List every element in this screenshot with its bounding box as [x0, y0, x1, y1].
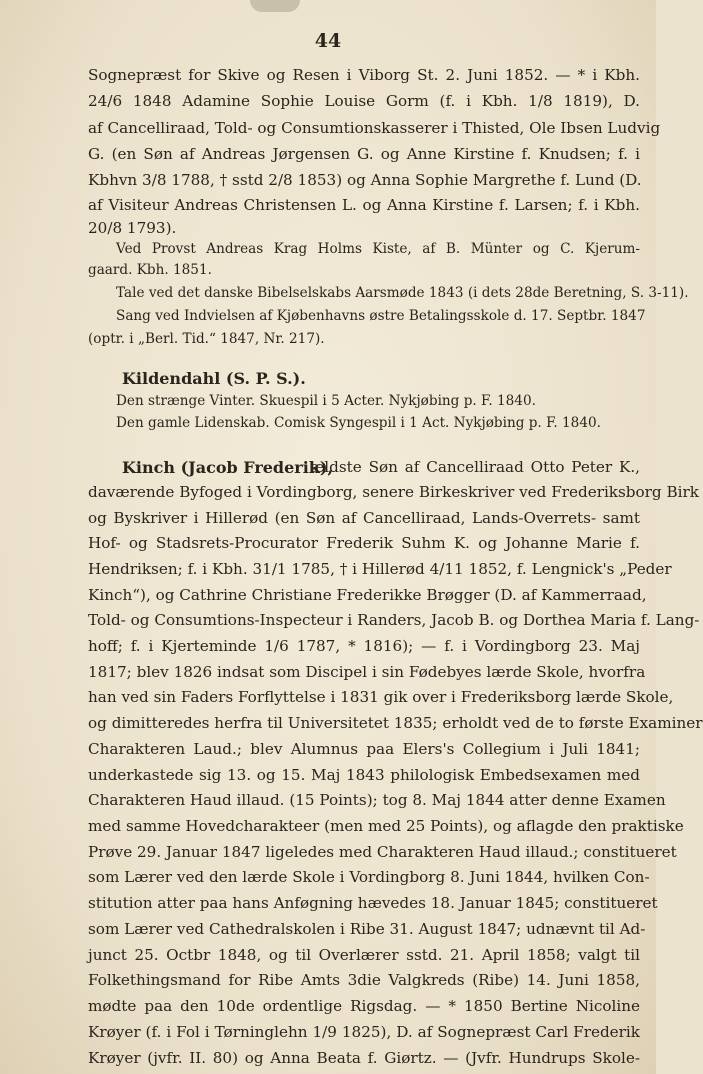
page-number: 44 [314, 30, 342, 52]
text-line: Hof- og Stadsrets-Procurator Frederik Suhm K. og Johanne Marie f. [88, 534, 640, 552]
text-line: Kbhvn 3/8 1788, † sstd 2/8 1853) og Anna Sophie Margrethe f. Lund (D. [88, 171, 642, 189]
text-line: med samme Hovedcharakteer (men med 25 Points), og aflagde den praktiske [88, 817, 684, 835]
text-line: og dimitteredes herfra til Universitetet 1835; erholdt ved de to første Examiner [88, 714, 703, 732]
text-line: ældste Søn af Cancelliraad Otto Peter K., [310, 458, 640, 476]
page-notch [250, 0, 300, 12]
text-line: daværende Byfoged i Vordingborg, senere Birkeskriver ved Frederiksborg Birk [88, 483, 699, 501]
text-line: Kinch“), og Cathrine Christiane Frederikke Brøgger (D. af Kammerraad, [88, 586, 647, 604]
text-line: Ved Provst Andreas Krag Holms Kiste, af B. Münter og C. Kjerum- [116, 241, 640, 257]
text-line: Told- og Consumtions-Inspecteur i Randers, Jacob B. og Dorthea Maria f. Lang- [88, 611, 700, 629]
text-line: mødte paa den 10de ordentlige Rigsdag. — * 1850 Bertine Nicoline [88, 997, 640, 1015]
entry-heading: Kildendahl (S. P. S.). [122, 369, 306, 388]
text-line: Hendriksen; f. i Kbh. 31/1 1785, † i Hillerød 4/11 1852, f. Lengnick's „Peder [88, 560, 672, 578]
text-line: som Lærer ved den lærde Skole i Vordingborg 8. Juni 1844, hvilken Con- [88, 868, 650, 886]
text-line: Sang ved Indvielsen af Kjøbenhavns østre Betalingsskole d. 17. Septbr. 1847 [116, 308, 646, 324]
text-line: Charakteren Haud illaud. (15 Points); tog 8. Maj 1844 atter denne Examen [88, 791, 666, 809]
text-line: Den strænge Vinter. Skuespil i 5 Acter. Nykjøbing p. F. 1840. [116, 393, 536, 409]
text-line: han ved sin Faders Forflyttelse i 1831 gik over i Frederiksborg lærde Skole, [88, 688, 674, 706]
text-line: 1817; blev 1826 indsat som Discipel i sin Fødebyes lærde Skole, hvorfra [88, 663, 646, 681]
text-line: 24/6 1848 Adamine Sophie Louise Gorm (f. i Kbh. 1/8 1819), D. [88, 92, 640, 110]
text-line: Prøve 29. Januar 1847 ligeledes med Charakteren Haud illaud.; constitueret [88, 843, 677, 861]
text-line: Folkethingsmand for Ribe Amts 3die Valgkreds (Ribe) 14. Juni 1858, [88, 971, 640, 989]
text-line: hoff; f. i Kjerteminde 1/6 1787, * 1816); — f. i Vordingborg 23. Maj [88, 637, 640, 655]
text-line: stitution atter paa hans Anføgning hævedes 18. Januar 1845; constitueret [88, 894, 658, 912]
text-line: junct 25. Octbr 1848, og til Overlærer sstd. 21. April 1858; valgt til [88, 946, 640, 964]
text-line: af Cancelliraad, Told- og Consumtionskasserer i Thisted, Ole Ibsen Ludvig [88, 119, 661, 137]
text-line: Krøyer (f. i Fol i Tørninglehn 1/9 1825), D. af Sognepræst Carl Frederik [88, 1023, 640, 1041]
text-line: underkastede sig 13. og 15. Maj 1843 philologisk Embedsexamen med [88, 766, 640, 784]
text-line: (optr. i „Berl. Tid.“ 1847, Nr. 217). [88, 331, 325, 347]
text-line: af Visiteur Andreas Christensen L. og Anna Kirstine f. Larsen; f. i Kbh. [88, 196, 640, 214]
text-line: og Byskriver i Hillerød (en Søn af Cancelliraad, Lands-Overrets- samt [88, 509, 640, 527]
entry-heading: Kinch (Jacob Frederik), [122, 458, 334, 477]
text-line: Sognepræst for Skive og Resen i Viborg St. 2. Juni 1852. — * i Kbh. [88, 66, 640, 84]
text-line: som Lærer ved Cathedralskolen i Ribe 31. August 1847; udnævnt til Ad- [88, 920, 646, 938]
text-line: gaard. Kbh. 1851. [88, 262, 212, 278]
text-line: G. (en Søn af Andreas Jørgensen G. og Anne Kirstine f. Knudsen; f. i [88, 145, 640, 163]
text-line: 20/8 1793). [88, 219, 177, 237]
text-line: Krøyer (jvfr. II. 80) og Anna Beata f. Giørtz. — (Jvfr. Hundrups Skole- [88, 1049, 640, 1067]
text-line: Tale ved det danske Bibelselskabs Aarsmøde 1843 (i dets 28de Beretning, S. 3-11). [116, 285, 689, 301]
text-line: Den gamle Lidenskab. Comisk Syngespil i 1 Act. Nykjøbing p. F. 1840. [116, 415, 601, 431]
text-line: Charakteren Laud.; blev Alumnus paa Elers's Collegium i Juli 1841; [88, 740, 640, 758]
